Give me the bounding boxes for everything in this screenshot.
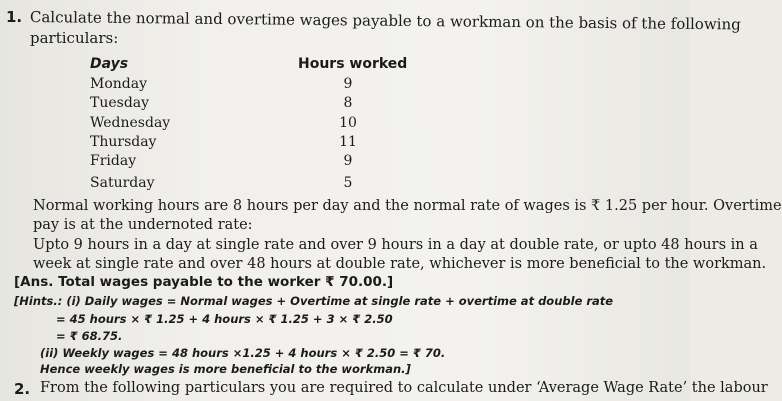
table-row: [90, 95, 410, 115]
day-cell: Tuesday: [90, 95, 150, 111]
day-cell: Wednesday: [90, 115, 171, 131]
hours-cell: 9: [343, 153, 353, 169]
table-row: [90, 115, 410, 135]
hint-line-2: = 45 hours × ₹ 1.25 + 4 hours × ₹ 1.25 + 3 × ₹ 2.50: [56, 312, 393, 326]
day-cell: Friday: [90, 153, 137, 169]
question-1-text-line-2: particulars:: [30, 29, 119, 47]
paragraph-1-line-2: pay is at the undernoted rate:: [33, 217, 253, 233]
hours-cell: 9: [343, 76, 353, 92]
hint-line-4: (ii) Weekly wages = 48 hours ×1.25 + 4 hours × ₹ 2.50 = ₹ 70.: [40, 346, 446, 360]
table-row: [90, 134, 410, 154]
question-1-text-line-1: Calculate the normal and overtime wages payable to a workman on the basis of the following: [29, 8, 741, 34]
hours-cell: 11: [339, 134, 357, 150]
hours-cell: 5: [343, 175, 353, 191]
day-cell: Monday: [90, 76, 147, 92]
hint-line-5: Hence weekly wages is more beneficial to the workman.]: [40, 362, 411, 376]
table-row: [90, 153, 410, 173]
table-row: [90, 175, 410, 195]
hours-cell: 10: [339, 115, 357, 131]
table-row: [90, 76, 410, 96]
day-cell: Thursday: [90, 134, 157, 150]
answer-line: [Ans. Total wages payable to the worker ₹ 70.00.]: [14, 274, 394, 290]
question-2-text-line-1: From the following particulars you are required to calculate under ‘Average Wage Rate’ the labour: [40, 380, 768, 396]
hint-line-1: [Hints.: (i) Daily wages = Normal wages + Overtime at single rate + overtime at double rate: [14, 294, 614, 308]
paragraph-2-line-1: Upto 9 hours in a day at single rate and over 9 hours in a day at double rate, or upto 48 hours in a: [33, 237, 758, 253]
table-header-days: Days: [90, 56, 129, 72]
question-2-number: 2.: [14, 380, 31, 398]
paragraph-1-line-1: Normal working hours are 8 hours per day and the normal rate of wages is ₹ 1.25 per hour. Overtime: [33, 198, 782, 214]
table-header-hours: Hours worked: [298, 56, 408, 72]
hint-line-3: = ₹ 68.75.: [56, 329, 123, 343]
day-cell: Saturday: [90, 175, 155, 191]
paragraph-2-line-2: week at single rate and over 48 hours at double rate, whichever is more beneficial to the workman.: [33, 256, 767, 272]
question-1-number: 1.: [6, 8, 23, 26]
hours-cell: 8: [343, 95, 353, 111]
